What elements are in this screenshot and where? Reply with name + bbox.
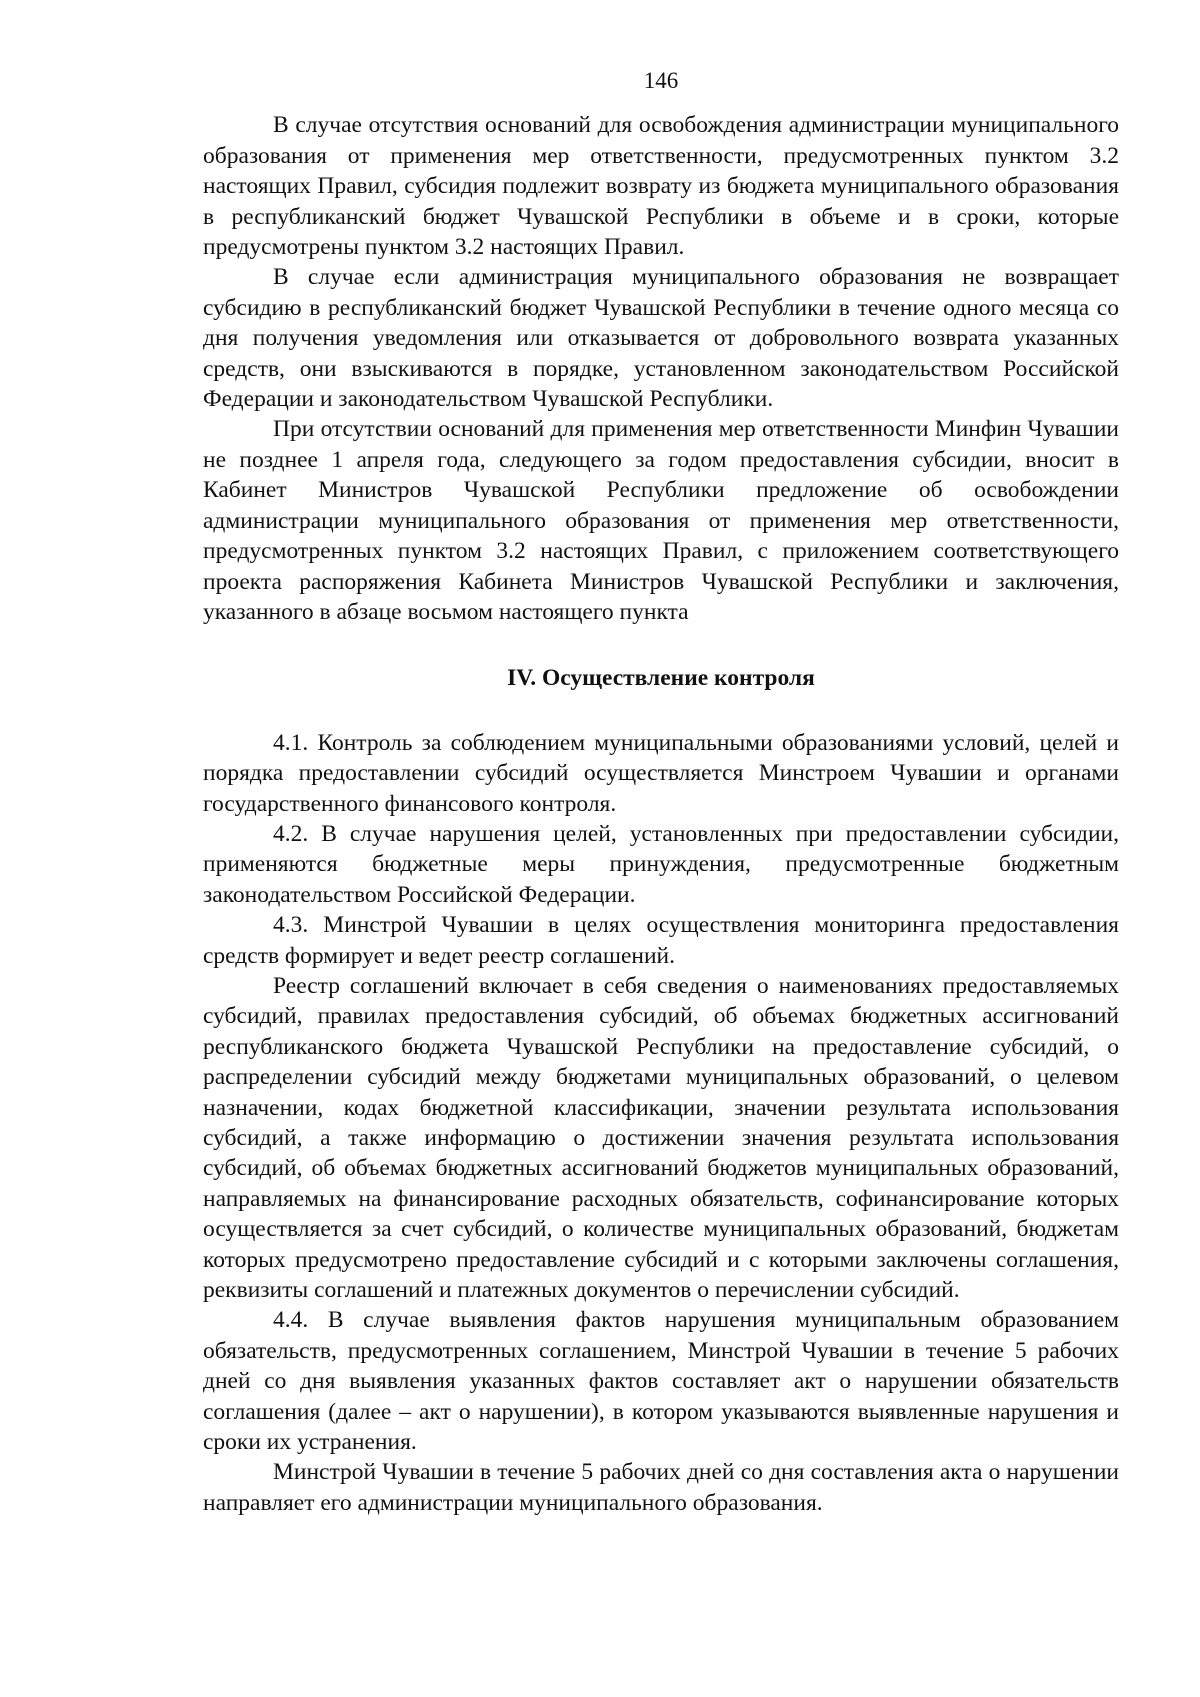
paragraph-notification: Минстрой Чувашии в течение 5 рабочих дней со дня составления акта о нарушении направляет его администрации муниципального образования.: [203, 1459, 1119, 1516]
paragraph-4-1: 4.1. Контроль за соблюдением муниципальными образованиями условий, целей и порядка предоставлении субсидий осуществляется Минстроем Чувашии и органами государственного финансового контроля.: [203, 729, 1119, 817]
paragraph-recovery: В случае если администрация муниципального образования не возвращает субсидию в республиканский бюджет Чувашской Республики в течение одного месяца со дня получения уведомления или отказывается от добровольного возврата указанных средств, они взыскиваются в порядке, установленном законодательством Российской Федерации и законодательством Чувашской Республики.: [203, 264, 1119, 413]
page-number: 146: [643, 68, 679, 93]
paragraph-refund: В случае отсутствия оснований для освобождения администрации муниципального образования от применения мер ответственности, предусмотренных пунктом 3.2 настоящих Правил, субсидия подлежит возврату из бюджета муниципального образования в республиканский бюджет Чувашской Республики в объеме и в сроки, которые предусмотрены пунктом 3.2 настоящих Правил.: [203, 112, 1119, 261]
section-heading: IV. Осуществление контроля: [507, 665, 815, 692]
document-page: [203, 66, 1119, 1518]
paragraph-4-4: 4.4. В случае выявления фактов нарушения муниципальным образованием обязательств, предусмотренных соглашением, Минстрой Чувашии в течение 5 рабочих дней со дня выявления указанных фактов составляет акт о нарушении обязательств соглашения (далее – акт о нарушении), в котором указываются выявленные нарушения и сроки их устранения.: [203, 1307, 1119, 1456]
paragraph-4-2: 4.2. В случае нарушения целей, установленных при предоставлении субсидии, применяются бюджетные меры принуждения, предусмотренные бюджетным законодательством Российской Федерации.: [203, 820, 1119, 908]
paragraph-exemption: При отсутствии оснований для применения мер ответственности Минфин Чувашии не позднее 1 апреля года, следующего за годом предоставления субсидии, вносит в Кабинет Министров Чувашской Республики предложение об освобождении администрации муниципального образования от применения мер ответственности, предусмотренных пунктом 3.2 настоящих Правил, с приложением соответствующего проекта распоряжения Кабинета Министров Чувашской Республики и заключения, указанного в абзаце восьмом настоящего пункта: [203, 416, 1119, 625]
paragraph-registry: Реестр соглашений включает в себя сведения о наименованиях предоставляемых субсидий, правилах предоставления субсидий, об объемах бюджетных ассигнований республиканского бюджета Чувашской Республики на предоставление субсидий, о распределении субсидий между бюджетами муниципальных образований, о целевом назначении, кодах бюджетной классификации, значении результата использования субсидий, а также информацию о достижении значения результата использования субсидий, об объемах бюджетных ассигнований бюджетов муниципальных образований, направляемых на финансирование расходных обязательств, софинансирование которых осуществляется за счет субсидий, о количестве муниципальных образований, бюджетам которых предусмотрено предоставление субсидий и с которыми заключены соглашения, реквизиты соглашений и платежных документов о перечислении субсидий.: [203, 972, 1119, 1304]
paragraph-4-3: 4.3. Минстрой Чувашии в целях осуществления мониторинга предоставления средств формирует и ведет реестр соглашений.: [203, 912, 1119, 969]
